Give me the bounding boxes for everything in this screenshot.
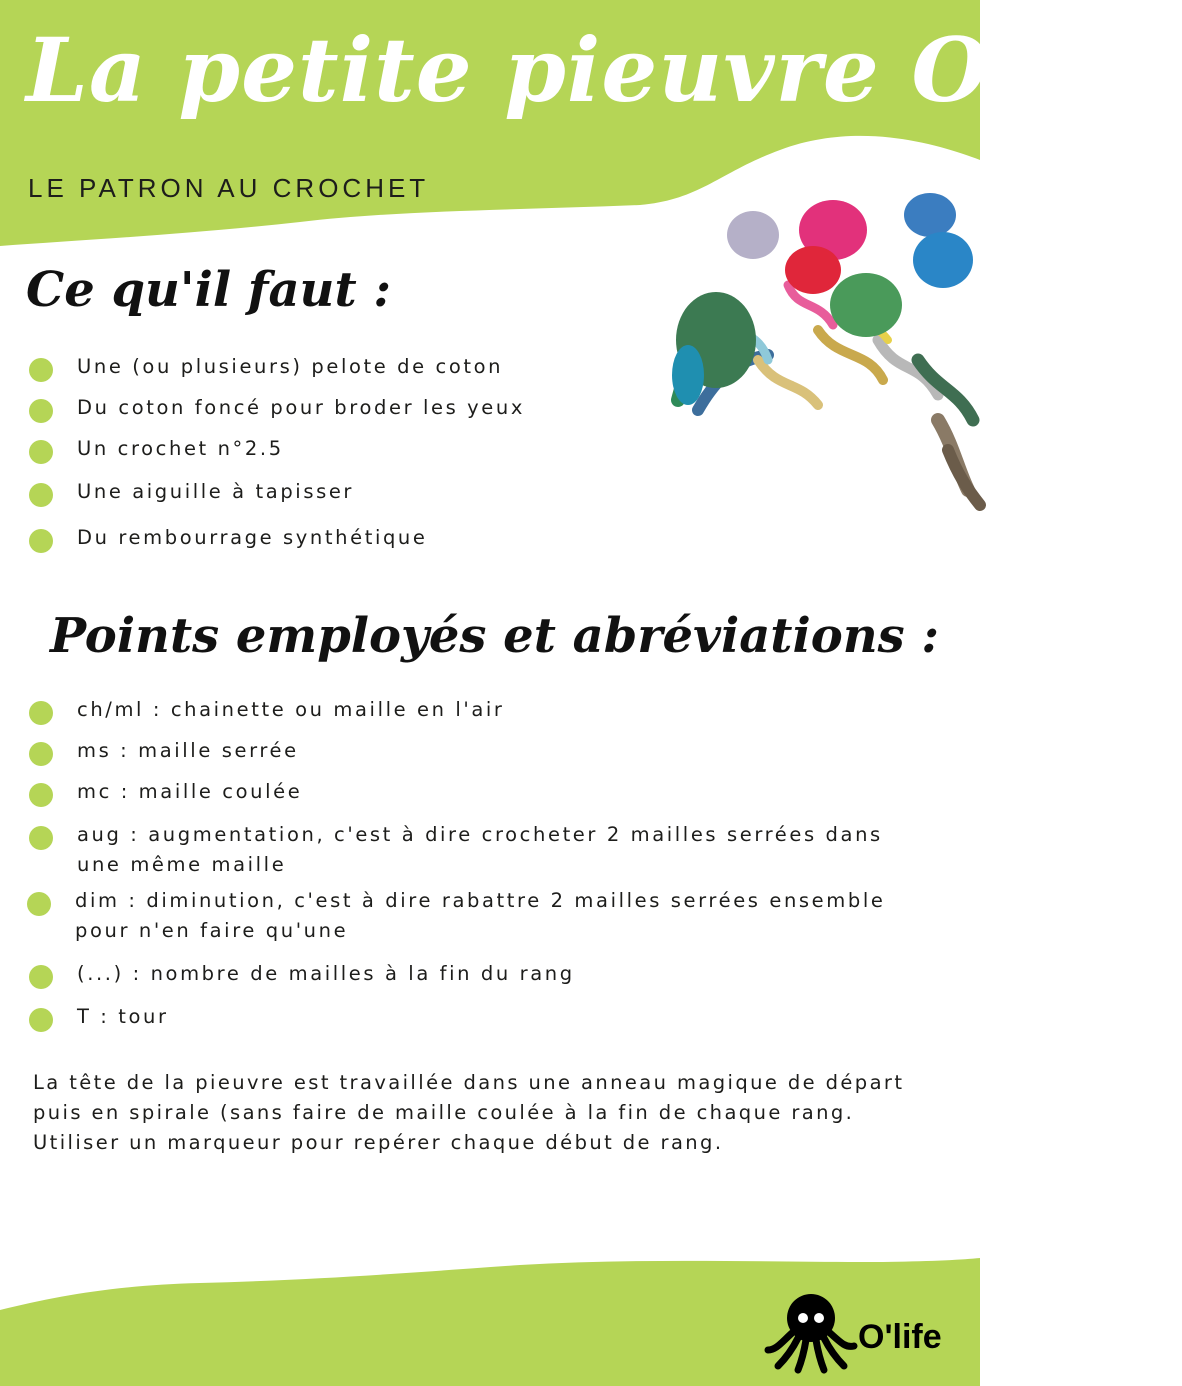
page-title: La petite pieuvre O'life — [26, 18, 1182, 122]
instructions-line: La tête de la pieuvre est travaillée dans une anneau magique de départ puis en spirale (sans faire de maille coulée à la fin de chaque rang. — [33, 1071, 905, 1124]
list-item-text: Du rembourrage synthétique — [77, 526, 428, 549]
instructions-line: Utiliser un marqueur pour repérer chaque début de rang. — [33, 1131, 724, 1154]
list-item-text: Du coton foncé pour broder les yeux — [77, 396, 526, 419]
bullet-dot — [29, 701, 53, 725]
list-item-text: (...) : nombre de mailles à la fin du rang — [77, 962, 575, 985]
bullet-dot — [29, 826, 53, 850]
list-item-text: dim : diminution, c'est à dire rabattre 2 mailles serrées ensemble pour n'en faire qu'une — [75, 889, 886, 942]
list-item-text: mc : maille coulée — [77, 780, 303, 803]
octopus-blue-top — [904, 193, 956, 237]
octopus-lavender — [727, 211, 779, 259]
brand-name: O'life — [858, 1318, 942, 1356]
bullet-dot — [29, 965, 53, 989]
bullet-dot — [29, 783, 53, 807]
list-item-text: Un crochet n°2.5 — [77, 437, 284, 460]
list-item-text: ms : maille serrée — [77, 739, 299, 762]
stitches-title: Points employés et abréviations : — [50, 608, 940, 664]
list-item-text: aug : augmentation, c'est à dire crocheter 2 mailles serrées dans une même maille — [77, 823, 883, 876]
list-item-text: ch/ml : chainette ou maille en l'air — [77, 698, 505, 721]
materials-title: Ce qu'il faut : — [26, 262, 392, 318]
octopus-green — [830, 273, 902, 337]
list-item-text: Une (ou plusieurs) pelote de coton — [77, 355, 504, 378]
bullet-dot — [29, 440, 53, 464]
octopus-red — [785, 246, 841, 294]
octopus-blue — [913, 232, 973, 288]
bullet-dot — [29, 358, 53, 382]
bullet-dot — [29, 483, 53, 507]
bullet-dot — [29, 1008, 53, 1032]
list-item-text: Une aiguille à tapisser — [77, 480, 355, 503]
instructions-paragraph — [33, 1068, 933, 1158]
bullet-dot — [29, 399, 53, 423]
bullet-dot — [29, 529, 53, 553]
page-subtitle: LE PATRON AU CROCHET — [28, 173, 430, 203]
list-item-text: T : tour — [77, 1005, 169, 1028]
bullet-dot — [27, 892, 51, 916]
bullet-dot — [29, 742, 53, 766]
